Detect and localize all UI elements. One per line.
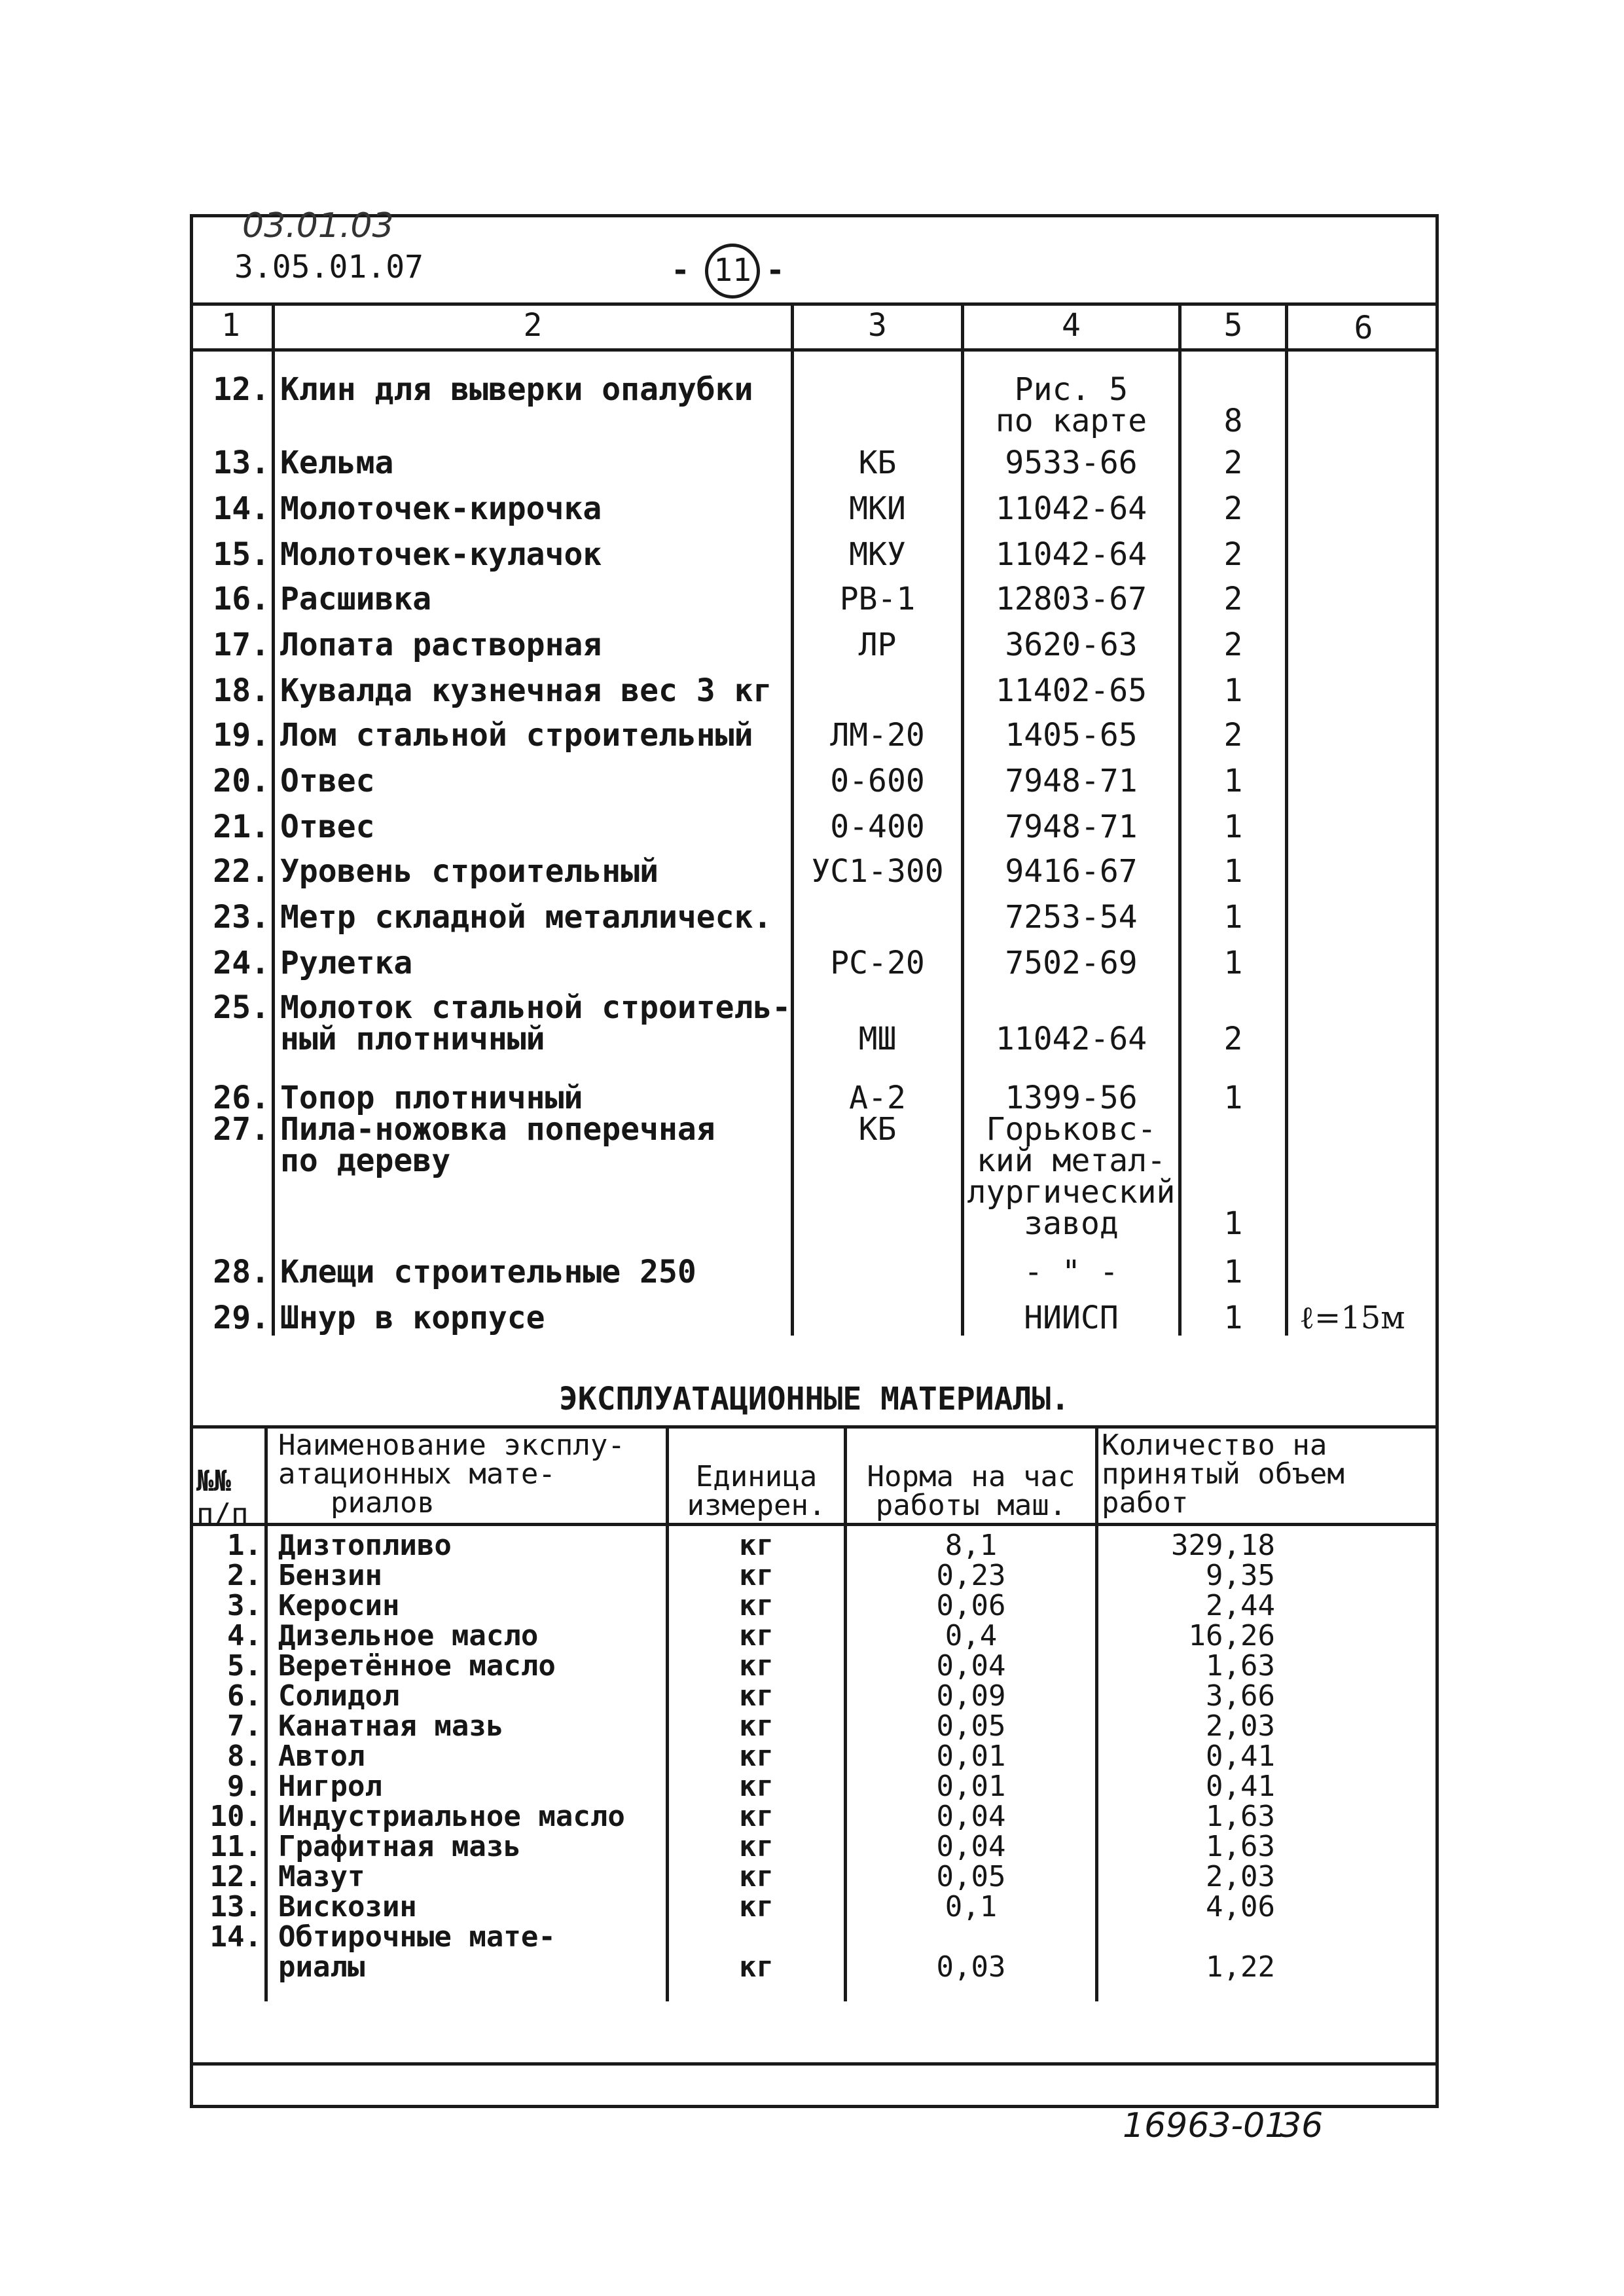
material-row-name: Дизельное масло [278, 1619, 539, 1652]
material-row-quantity: 1,22 [1206, 1950, 1275, 1984]
material-row-unit: кг [739, 1950, 774, 1984]
tools-col-line-5 [1285, 302, 1288, 1336]
tool-row-number: 23. [213, 899, 270, 936]
col-number-6: 6 [1354, 310, 1373, 346]
document-code: 3.05.01.07 [234, 249, 424, 285]
material-row-norm: 0,09 [936, 1679, 1006, 1713]
material-row-unit: кг [739, 1800, 774, 1833]
material-row-quantity: 2,03 [1206, 1709, 1275, 1743]
material-row-number: 4. [227, 1619, 262, 1652]
tool-row-name: Отвес [280, 809, 375, 845]
tool-row-name: Отвес [280, 763, 375, 799]
material-row-norm: 0,01 [936, 1770, 1006, 1803]
material-row-number: 7. [227, 1709, 262, 1743]
footer-sheet-code: 16963-01 [1123, 2106, 1287, 2145]
page-number-dash-right: - [766, 252, 785, 289]
material-row-name: Обтирочные мате- [278, 1920, 556, 1954]
col-number-5: 5 [1223, 307, 1243, 344]
tool-row-number: 26. [213, 1080, 270, 1116]
tool-row-number: 22. [213, 853, 270, 890]
tool-row-number: 17. [213, 627, 270, 663]
material-row-unit: кг [739, 1559, 774, 1592]
tool-row-name: Молоток стальной строитель- [280, 989, 791, 1026]
materials-header-num [196, 1465, 248, 1531]
tool-row-quantity: 1 [1223, 809, 1243, 845]
tool-row-standard: 11042-64 [995, 1021, 1147, 1057]
tool-row-quantity: 2 [1223, 717, 1243, 754]
tool-row-number: 16. [213, 581, 270, 617]
tool-row-standard: завод [1024, 1205, 1119, 1242]
tool-row-name: Уровень строительный [280, 853, 659, 890]
tool-row-number: 19. [213, 717, 270, 754]
tool-row-standard: Рис. 5 [1014, 371, 1128, 408]
material-row-number: 12. [209, 1860, 262, 1893]
material-row-quantity: 16,26 [1188, 1619, 1275, 1652]
tool-row-name: Кельма [280, 445, 394, 481]
tool-row-standard: 7948-71 [1005, 763, 1138, 799]
tool-row-standard: 7948-71 [1005, 809, 1138, 845]
tool-row-number: 24. [213, 945, 270, 981]
tool-row-name: Лопата растворная [280, 627, 602, 663]
col-number-1: 1 [221, 307, 240, 344]
tool-row-quantity: 1 [1223, 1205, 1243, 1242]
materials-header-norm [847, 1460, 1095, 1522]
tool-row-name: Шнур в корпусе [280, 1300, 545, 1336]
materials-header-unit [669, 1460, 844, 1522]
tool-row-name: Молоточек-кулачок [280, 536, 602, 573]
tool-row-standard: 1405-65 [1005, 717, 1138, 754]
col-number-2: 2 [523, 307, 543, 344]
tool-row-number: 14. [213, 490, 270, 527]
material-row-name: Веретённое масло [278, 1649, 556, 1683]
materials-header-name-line-1: Наименование эксплу- [278, 1429, 625, 1462]
tool-row-mark: МШ [858, 1021, 897, 1057]
tool-row-mark: ЛМ-20 [830, 717, 925, 754]
tool-row-number: 20. [213, 763, 270, 799]
tool-row-quantity: 1 [1223, 672, 1243, 709]
tool-row-standard: 9533-66 [1005, 445, 1138, 481]
tool-row-quantity: 1 [1223, 1254, 1243, 1290]
material-row-unit: кг [739, 1589, 774, 1622]
tool-row-name: Кувалда кузнечная вес 3 кг [280, 672, 772, 709]
materials-header-num-line-1: №№ [196, 1465, 231, 1498]
handwritten-code: 03.01.03 [242, 206, 394, 246]
materials-header-name-line-2: атационных мате- [278, 1457, 556, 1491]
tool-row-standard: лургический [967, 1174, 1176, 1211]
material-row-unit: кг [739, 1529, 774, 1562]
tool-row-standard: кий метал- [977, 1142, 1166, 1179]
material-row-quantity: 4,06 [1206, 1890, 1275, 1923]
material-row-norm: 0,04 [936, 1649, 1006, 1683]
tool-row-quantity: 1 [1223, 899, 1243, 936]
tool-row-name: Расшивка [280, 581, 432, 617]
materials-header-norm-line-2: работы маш. [875, 1489, 1067, 1522]
tool-row-standard: 12803-67 [995, 581, 1147, 617]
material-row-name: Бензин [278, 1559, 382, 1592]
material-row-number: 10. [209, 1800, 262, 1833]
tool-row-number: 29. [213, 1300, 270, 1336]
materials-header-name [278, 1431, 625, 1518]
tool-row-standard: Горьковс- [986, 1111, 1157, 1148]
tool-row-name: Молоточек-кирочка [280, 490, 602, 527]
tool-row-mark: КБ [858, 1111, 897, 1148]
materials-header-unit-line-2: измерен. [687, 1489, 826, 1522]
material-row-name: Мазут [278, 1860, 365, 1893]
tool-row-name: Клин для выверки опалубки [280, 371, 753, 408]
materials-header-qty-line-3: работ [1102, 1486, 1189, 1520]
material-row-unit: кг [739, 1619, 774, 1652]
tool-row-name: Топор плотничный [280, 1080, 583, 1116]
col-number-3: 3 [868, 307, 887, 344]
material-row-norm: 0,1 [945, 1890, 998, 1923]
tool-row-quantity: 2 [1223, 445, 1243, 481]
tool-row-standard: 11042-64 [995, 536, 1147, 573]
material-row-quantity: 2,44 [1206, 1589, 1275, 1622]
material-row-quantity: 3,66 [1206, 1679, 1275, 1713]
material-row-number: 8. [227, 1740, 262, 1773]
material-row-norm: 0,04 [936, 1800, 1006, 1833]
material-row-quantity: 9,35 [1206, 1559, 1275, 1592]
tool-row-quantity: 1 [1223, 1300, 1243, 1336]
material-row-name: Вискозин [278, 1890, 417, 1923]
tool-row-quantity: 2 [1223, 490, 1243, 527]
page-number: 11 [713, 252, 751, 289]
material-row-number: 9. [227, 1770, 262, 1803]
tool-row-quantity: 8 [1223, 403, 1243, 439]
tool-row-standard: 9416-67 [1005, 853, 1138, 890]
material-row-quantity: 1,63 [1206, 1649, 1275, 1683]
material-row-name: риалы [278, 1950, 365, 1984]
tool-row-quantity: 2 [1223, 536, 1243, 573]
material-row-name: Дизтопливо [278, 1529, 452, 1562]
materials-title: ЭКСПЛУАТАЦИОННЫЕ МАТЕРИАЛЫ. [558, 1381, 1070, 1417]
tool-row-number: 21. [213, 809, 270, 845]
tool-row-standard: 11402-65 [995, 672, 1147, 709]
tool-row-quantity: 1 [1223, 763, 1243, 799]
material-row-norm: 0,4 [945, 1619, 998, 1652]
material-row-name: Индустриальное масло [278, 1800, 625, 1833]
material-row-number: 6. [227, 1679, 262, 1713]
tool-row-quantity: 1 [1223, 1080, 1243, 1116]
tool-row-standard: 1399-56 [1005, 1080, 1138, 1116]
materials-header-qty-line-1: Количество на [1102, 1429, 1327, 1462]
material-row-unit: кг [739, 1770, 774, 1803]
material-row-number: 2. [227, 1559, 262, 1592]
material-row-name: Графитная мазь [278, 1830, 521, 1863]
material-row-unit: кг [739, 1649, 774, 1683]
tool-row-mark: МКУ [849, 536, 906, 573]
material-row-unit: кг [739, 1740, 774, 1773]
material-row-norm: 0,05 [936, 1860, 1006, 1893]
material-row-norm: 0,04 [936, 1830, 1006, 1863]
material-row-number: 13. [209, 1890, 262, 1923]
material-row-quantity: 1,63 [1206, 1830, 1275, 1863]
footer-sheet-number: 36 [1280, 2106, 1324, 2145]
materials-header-norm-line-1: Норма на час [867, 1460, 1075, 1493]
tool-row-mark: 0-600 [830, 763, 925, 799]
material-row-quantity: 1,63 [1206, 1800, 1275, 1833]
tool-row-number: 27. [213, 1111, 270, 1148]
material-row-norm: 0,23 [936, 1559, 1006, 1592]
tool-row-quantity: 2 [1223, 1021, 1243, 1057]
materials-col-line-1 [264, 1425, 268, 2001]
tool-row-name: Лом стальной строительный [280, 717, 753, 754]
material-row-unit: кг [739, 1830, 774, 1863]
material-row-name: Нигрол [278, 1770, 382, 1803]
material-row-quantity: 0,41 [1206, 1740, 1275, 1773]
tool-row-standard: - " - [1024, 1254, 1119, 1290]
tool-row-mark: РС-20 [830, 945, 925, 981]
materials-header-name-line-3: риалов [331, 1486, 435, 1520]
tool-row-name: Клещи строительные 250 [280, 1254, 696, 1290]
tool-row-name: по дереву [280, 1142, 451, 1179]
tool-row-standard: по карте [995, 403, 1147, 439]
material-row-norm: 0,03 [936, 1950, 1006, 1984]
materials-bottom-line [190, 2062, 1439, 2066]
material-row-number: 3. [227, 1589, 262, 1622]
material-row-quantity: 329,18 [1171, 1529, 1275, 1562]
material-row-norm: 8,1 [945, 1529, 998, 1562]
column-numbers-bottom-line [190, 348, 1439, 352]
tools-col-line-1 [272, 302, 275, 1336]
materials-header-qty [1102, 1431, 1344, 1518]
material-row-number: 5. [227, 1649, 262, 1683]
tool-row-mark: МКИ [849, 490, 906, 527]
tool-row-quantity: 1 [1223, 945, 1243, 981]
tool-row-number: 18. [213, 672, 270, 709]
material-row-name: Солидол [278, 1679, 400, 1713]
material-row-unit: кг [739, 1860, 774, 1893]
materials-header-qty-line-2: принятый объем [1102, 1457, 1344, 1491]
material-row-quantity: 0,41 [1206, 1770, 1275, 1803]
tool-row-mark: 0-400 [830, 809, 925, 845]
materials-header-num-line-2: п/п [196, 1497, 249, 1531]
tool-row-name: Пила-ножовка поперечная [280, 1111, 715, 1148]
material-row-number: 14. [209, 1920, 262, 1954]
materials-header-unit-line-1: Единица [695, 1460, 818, 1493]
material-row-name: Автол [278, 1740, 365, 1773]
tool-row-number: 13. [213, 445, 270, 481]
tool-row-name: ный плотничный [280, 1021, 545, 1057]
tool-row-quantity: 2 [1223, 627, 1243, 663]
material-row-unit: кг [739, 1709, 774, 1743]
material-row-number: 11. [209, 1830, 262, 1863]
page-number-dash-left: - [671, 252, 690, 289]
material-row-norm: 0,05 [936, 1709, 1006, 1743]
material-row-unit: кг [739, 1890, 774, 1923]
tool-row-quantity: 2 [1223, 581, 1243, 617]
material-row-number: 1. [227, 1529, 262, 1562]
tool-row-quantity: 1 [1223, 853, 1243, 890]
material-row-norm: 0,06 [936, 1589, 1006, 1622]
material-row-name: Канатная мазь [278, 1709, 504, 1743]
tool-row-mark: КБ [858, 445, 897, 481]
material-row-norm: 0,01 [936, 1740, 1006, 1773]
material-row-quantity: 2,03 [1206, 1860, 1275, 1893]
material-row-name: Керосин [278, 1589, 400, 1622]
tool-row-number: 25. [213, 989, 270, 1026]
tool-row-number: 28. [213, 1254, 270, 1290]
tool-row-mark: РВ-1 [839, 581, 916, 617]
tool-row-mark: А-2 [849, 1080, 906, 1116]
tool-row-name: Рулетка [280, 945, 413, 981]
tool-row-standard: НИИСП [1024, 1300, 1119, 1336]
materials-header-bottom-line [190, 1523, 1439, 1526]
material-row-unit: кг [739, 1679, 774, 1713]
tool-row-standard: 3620-63 [1005, 627, 1138, 663]
tool-row-mark: ЛР [858, 627, 897, 663]
tool-row-number: 12. [213, 371, 270, 408]
header-bottom-line [190, 302, 1439, 306]
tool-row-number: 15. [213, 536, 270, 573]
tool-row-standard: 11042-64 [995, 490, 1147, 527]
col-number-4: 4 [1062, 307, 1081, 344]
tool-row-standard: 7502-69 [1005, 945, 1138, 981]
tool-row-mark: УС1-300 [811, 853, 944, 890]
tool-row-note: ℓ=15м [1299, 1300, 1405, 1336]
tool-row-standard: 7253-54 [1005, 899, 1138, 936]
tool-row-name: Метр складной металлическ. [280, 899, 772, 936]
